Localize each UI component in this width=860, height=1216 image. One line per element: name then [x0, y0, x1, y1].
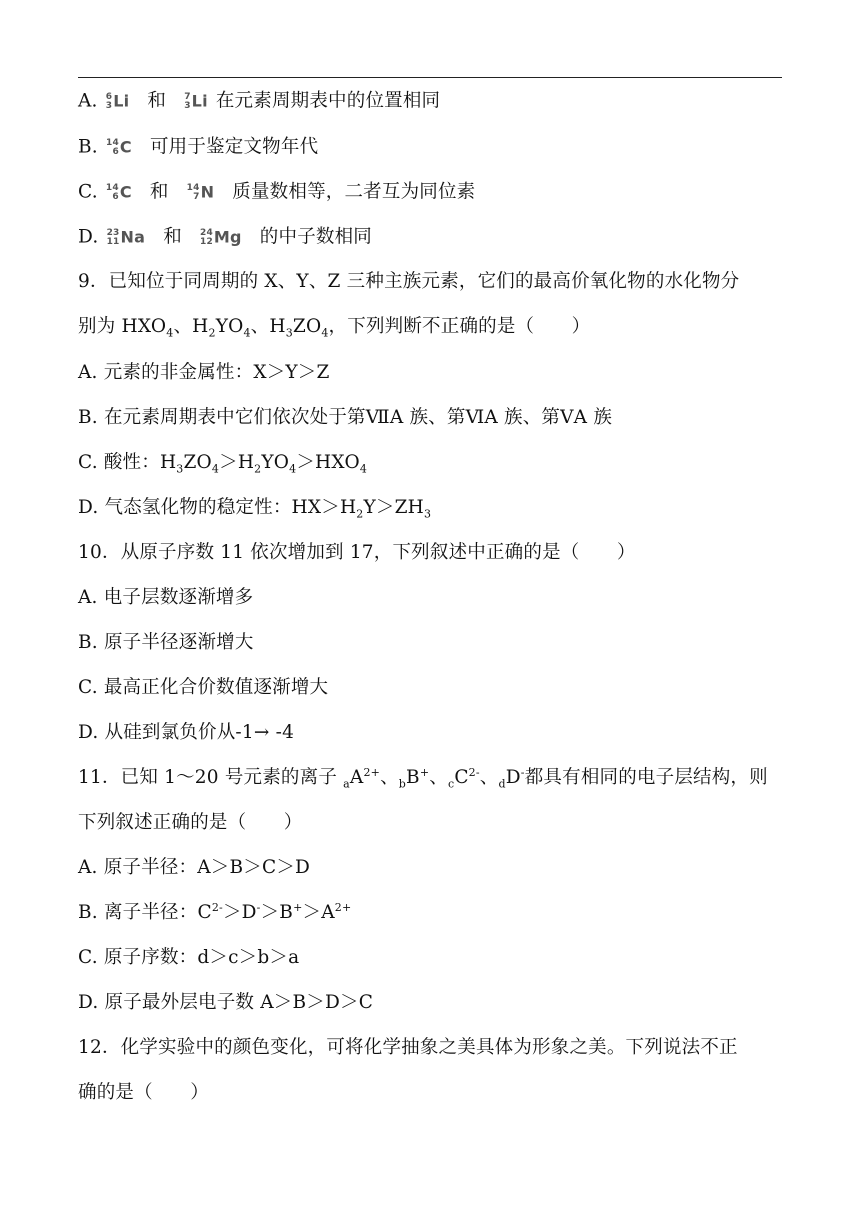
q11-option-b: B. 离子半径：$C^{2-}>D^->B^+>A^{2+}$: [78, 900, 352, 923]
q10-option-d: D. 从硅到氯负价从-1→ -4: [78, 722, 295, 743]
q9-stem-line1: 9．已知位于同周期的 X、Y、Z 三种主族元素，它们的最高价氧化物的水化物分: [78, 271, 740, 292]
q10-stem: 10．从原子序数 11 依次增加到 17，下列叙述中正确的是（ ）: [78, 542, 636, 563]
q11-stem-line2: 下列叙述正确的是（ ）: [78, 812, 303, 833]
q12-stem-line1: 12．化学实验中的颜色变化，可将化学抽象之美具体为形象之美。下列说法不正: [78, 1037, 738, 1058]
q11-option-a: A. 原子半径：A＞B＞C＞D: [78, 857, 311, 878]
q8-option-d: D. 23 11 Na 和 24 12 Mg 的中子数相同: [78, 225, 372, 250]
nuclide-mg24: 24 12 Mg: [199, 227, 242, 247]
q9-option-c: C. 酸性：$H_3ZO_4>H_2YO_4>HXO_4$: [78, 452, 368, 476]
q11-option-d: D. 原子最外层电子数 A＞B＞D＞C: [78, 992, 374, 1013]
q8-option-b: B. 14 6 C 可用于鉴定文物年代: [78, 135, 318, 160]
q11-option-c: C. 原子序数：d＞c＞b＞a: [78, 947, 300, 968]
q12-stem-line2: 确的是（ ）: [78, 1082, 209, 1103]
q9-option-a: A. 元素的非金属性：X＞Y＞Z: [78, 362, 330, 383]
nuclide-li6: 6 3 Li: [105, 91, 130, 111]
nuclide-na23: 23 11 Na: [106, 227, 146, 247]
nuclide-li7: 7 3 Li: [184, 91, 208, 111]
q8-option-a: A. 6 3 Li 和 7 3 Li 在元素周期表中的位置相同: [78, 89, 440, 114]
q10-option-c: C. 最高正化合价数值逐渐增大: [78, 677, 329, 698]
q10-option-a: A. 电子层数逐渐增多: [78, 587, 254, 608]
nuclide-c14: 14 6 C: [105, 182, 132, 202]
q8-option-c: C. 14 6 C 和 14 7 N 质量数相等，二者互为同位素: [78, 180, 475, 205]
q11-stem-line1: 11．已知 1～20 号元素的离子 $_aA^{2+}$、$_b$B+、$_cC^{2-}$、$_d$D-都具有相同的电子层结构，则: [78, 765, 768, 791]
q10-option-b: B. 原子半径逐渐增大: [78, 632, 254, 653]
header-rule: [78, 77, 782, 78]
q9-stem-line2: 别为 $HXO_4$、$H_2YO_4$、$H_3ZO_4$，下列判断不正确的是（ ）: [78, 316, 591, 340]
nuclide-n14: 14 7 N: [186, 182, 215, 202]
q9-option-d: D. 气态氢化物的稳定性：$HX>H_2Y>ZH_3$: [78, 497, 432, 521]
nuclide-c14: 14 6 C: [105, 137, 132, 157]
q9-option-b: B. 在元素周期表中它们依次处于第ⅦA 族、第ⅥA 族、第ⅤA 族: [78, 407, 613, 428]
